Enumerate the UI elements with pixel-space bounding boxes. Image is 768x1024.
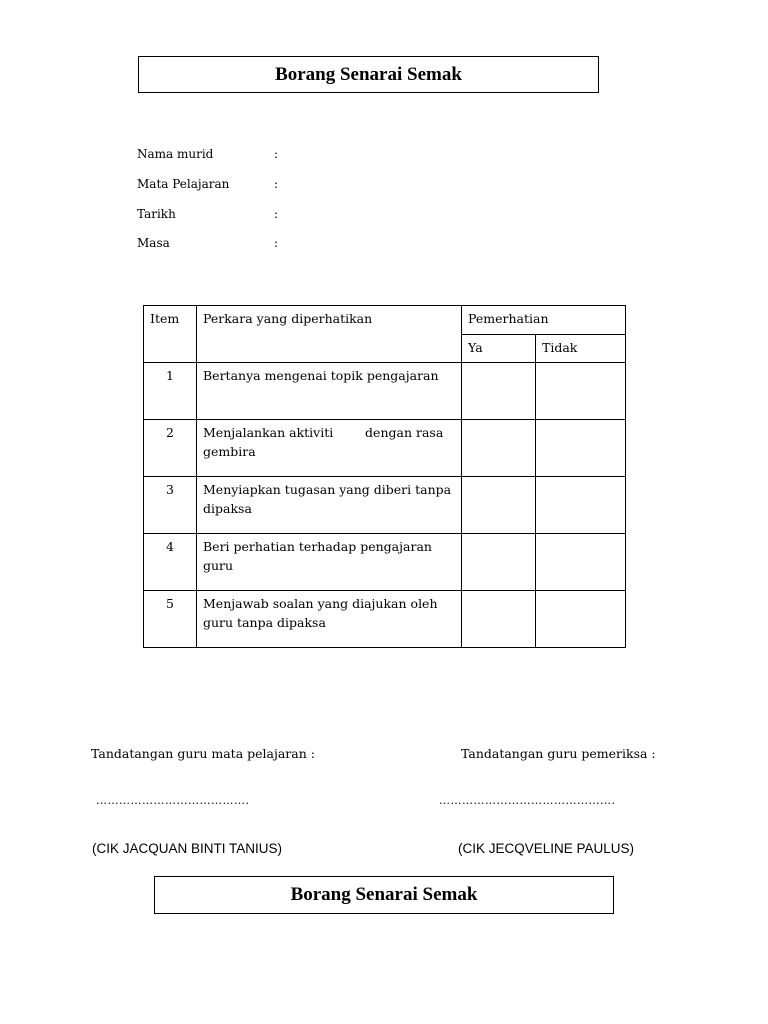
teacher-name-left: (CIK JACQUAN BINTI TANIUS) — [92, 841, 283, 856]
field-colon: : — [274, 147, 279, 161]
table-row — [144, 363, 626, 420]
header-pemerhatian: Pemerhatian — [462, 306, 626, 335]
page-title: Borang Senarai Semak — [138, 56, 599, 93]
field-colon: : — [274, 207, 279, 221]
row-text: Menjawab soalan yang diajukan oleh guru tanpa dipaksa — [197, 591, 462, 648]
field-label: Nama murid — [137, 147, 214, 161]
signature-line-left: …………………………………. — [96, 794, 250, 807]
row-text: Bertanya mengenai topik pengajaran — [197, 363, 462, 420]
field-colon: : — [274, 177, 279, 191]
header-perkara: Perkara yang diperhatikan — [197, 306, 462, 363]
table-row — [144, 591, 626, 648]
cell-tidak[interactable] — [536, 534, 626, 591]
cell-ya[interactable] — [462, 363, 536, 420]
signature-line-right: ………………………………………. — [439, 794, 616, 807]
row-number: 3 — [144, 477, 197, 534]
footer-title: Borang Senarai Semak — [154, 876, 614, 914]
cell-tidak[interactable] — [536, 591, 626, 648]
cell-tidak[interactable] — [536, 420, 626, 477]
teacher-name-right: (CIK JECQVELINE PAULUS) — [458, 841, 635, 856]
field-label: Tarikh — [137, 207, 176, 221]
table-row — [144, 534, 626, 591]
row-number: 4 — [144, 534, 197, 591]
row-number: 5 — [144, 591, 197, 648]
cell-tidak[interactable] — [536, 363, 626, 420]
row-text: Menyiapkan tugasan yang diberi tanpa dipaksa — [197, 477, 462, 534]
cell-ya[interactable] — [462, 534, 536, 591]
signature-label-left: Tandatangan guru mata pelajaran : — [91, 746, 315, 761]
field-label: Mata Pelajaran — [137, 177, 230, 191]
cell-ya[interactable] — [462, 420, 536, 477]
checklist-table — [143, 305, 626, 648]
row-number: 1 — [144, 363, 197, 420]
field-colon: : — [274, 236, 279, 250]
table-row — [144, 420, 626, 477]
table-row — [144, 477, 626, 534]
header-item: Item — [144, 306, 197, 363]
signature-label-right: Tandatangan guru pemeriksa : — [461, 746, 656, 761]
row-number: 2 — [144, 420, 197, 477]
row-text: Beri perhatian terhadap pengajaran guru — [197, 534, 462, 591]
cell-ya[interactable] — [462, 477, 536, 534]
header-ya: Ya — [462, 335, 536, 363]
cell-ya[interactable] — [462, 591, 536, 648]
cell-tidak[interactable] — [536, 477, 626, 534]
header-tidak: Tidak — [536, 335, 626, 363]
field-label: Masa — [137, 236, 170, 250]
row-text: Menjalankan aktiviti dengan rasa gembira — [197, 420, 462, 477]
